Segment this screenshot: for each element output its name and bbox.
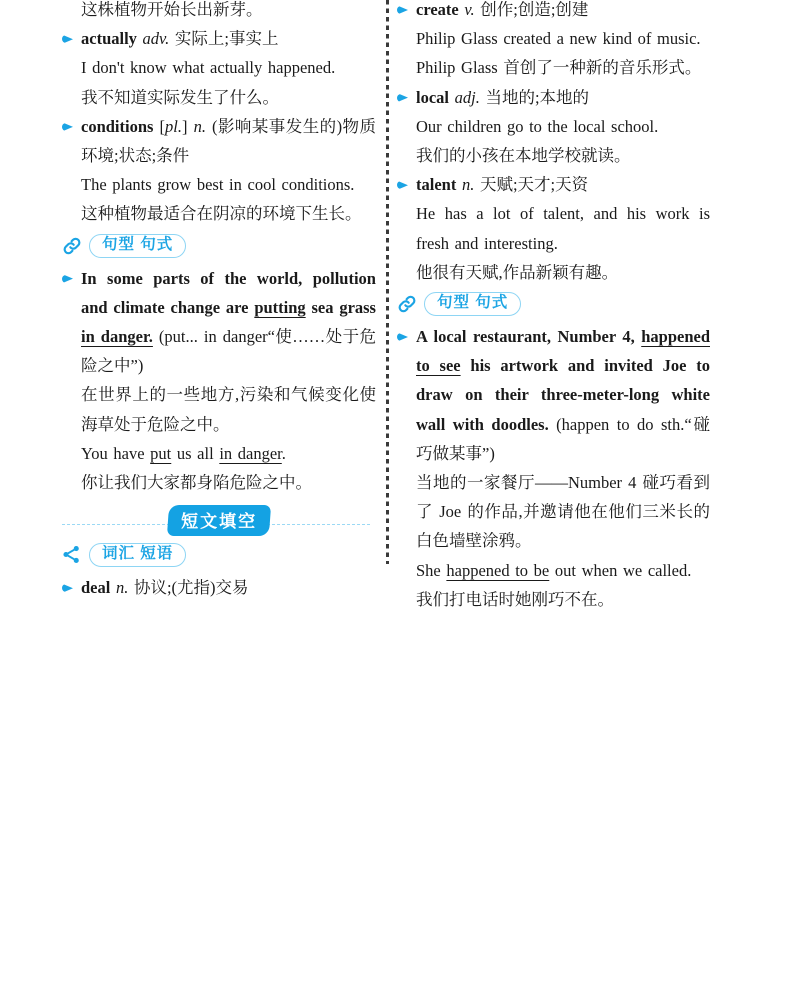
vocab-entry-deal (62, 573, 376, 602)
link-icon (397, 294, 417, 314)
bullet-icon (62, 584, 73, 592)
vocab-entry-create (397, 0, 710, 24)
text-segment: ] (181, 116, 194, 136)
text-segment: Philip Glass 首创了一种新的音乐形式。 (416, 58, 702, 78)
text-segment: deal (81, 578, 111, 598)
link-icon (62, 236, 82, 256)
text-segment: You have (81, 443, 151, 463)
text-segment: v. (464, 0, 475, 19)
text-segment: 他很有天赋,作品新颖有趣。 (416, 262, 619, 282)
example-en (62, 53, 376, 82)
text-segment: n. (115, 578, 129, 598)
text-segment: 当地的;本地的 (479, 87, 590, 107)
text-segment: 我们的小孩在本地学校就读。 (416, 146, 631, 166)
badge-label: 句型 句式 (424, 292, 521, 316)
text-segment: actually (81, 29, 137, 49)
left-column (62, 0, 376, 602)
vocab-entry-local (397, 83, 710, 112)
column-divider (386, 0, 389, 564)
text-segment: local (416, 87, 449, 107)
text-segment: [ (153, 116, 166, 136)
text-segment: pl. (165, 116, 182, 136)
text-segment: In some parts of the world, pollution and climate change are (81, 268, 376, 317)
text-segment: happened to be (446, 560, 550, 580)
translation-cn (62, 468, 376, 497)
text-segment: happened to see (416, 327, 710, 376)
text-segment: talent (416, 175, 457, 195)
pattern-sentence (62, 264, 376, 381)
bullet-icon (397, 94, 408, 102)
translation-cn (397, 585, 710, 614)
text-segment: 我们打电话时她刚巧不在。 (416, 589, 614, 609)
text-segment: Philip Glass created a new kind of music. (416, 29, 701, 49)
text-segment: 我不知道实际发生了什么。 (81, 87, 279, 107)
text-segment: put (150, 443, 172, 463)
text-segment: 这株植物开始长出新芽。 (81, 0, 263, 19)
text-segment: us all (171, 443, 220, 463)
text-segment: 在世界上的一些地方,污染和气候变化使海草处于危险之中。 (81, 385, 376, 434)
translation-cn (397, 53, 710, 82)
bullet-icon (62, 123, 73, 131)
bullet-icon (397, 181, 408, 189)
example-en (397, 556, 710, 585)
translation-cn (397, 468, 710, 556)
vocab-phrase-badge (62, 543, 376, 567)
translation-cn (62, 199, 376, 228)
text-segment: I don't know what actually happened. (81, 58, 336, 78)
text-segment: . (281, 443, 286, 463)
example-en (62, 439, 376, 468)
text-segment: 当地的一家餐厅——Number 4 碰巧看到了 Joe 的作品,并邀请他在他们三米长的白色墙壁涂鸦。 (416, 473, 710, 551)
text-segment: in danger (219, 443, 282, 463)
example-en (397, 24, 710, 53)
translation-cn (62, 380, 376, 438)
text-segment: adj. (454, 87, 480, 107)
text-segment: 创作;创造;创建 (474, 0, 589, 19)
example-en (397, 199, 710, 257)
text-segment: She (416, 560, 447, 580)
text-segment: conditions (81, 116, 154, 136)
text-segment: 实际上;事实上 (169, 29, 279, 49)
text-segment: adv. (142, 29, 170, 49)
badge-label: 词汇 短语 (89, 543, 186, 567)
bullet-icon (397, 6, 408, 14)
badge-label: 句型 句式 (89, 234, 186, 258)
text-segment: (put... in danger“使……处于危险之中”) (81, 327, 376, 376)
share-icon (62, 545, 82, 565)
text-segment: n. (193, 116, 206, 136)
text-segment: He has a lot of talent, and his work is fresh and interesting. (416, 204, 710, 253)
bullet-icon (397, 333, 408, 341)
translation-cn (397, 141, 710, 170)
bullet-icon (62, 35, 73, 43)
text-segment: Our children go to the local school. (416, 116, 659, 136)
text-segment: A local restaurant, Number 4, (416, 327, 642, 347)
example-en (397, 112, 710, 141)
pattern-sentence (397, 322, 710, 468)
text-segment: (影响某事发生的)物质环境;状态;条件 (81, 116, 376, 166)
text-segment: out when we called. (549, 560, 692, 580)
passage-fill-banner (62, 503, 376, 537)
text-segment: 天赋;天才;天资 (474, 175, 589, 195)
vocab-entry-conditions (62, 112, 376, 170)
text-segment: his artwork and invited Joe to draw on their three-meter-long white wall with doodles. (416, 356, 710, 434)
text-segment: 协议;(尤指)交易 (128, 578, 249, 598)
example-en (62, 170, 376, 199)
vocab-entry-actually (62, 24, 376, 53)
text-segment: The plants grow best in cool conditions. (81, 175, 355, 195)
text-segment: in danger. (81, 327, 153, 347)
translation-cn (62, 83, 376, 112)
text-segment: putting (254, 297, 306, 317)
text-segment: n. (461, 175, 475, 195)
sentence-pattern-badge (62, 234, 376, 258)
bullet-icon (62, 275, 73, 283)
text-segment: sea grass (305, 297, 376, 317)
vocab-entry-talent (397, 170, 710, 199)
text-segment: (happen to do sth.“碰巧做某事”) (416, 414, 711, 463)
text-segment: create (416, 0, 459, 19)
right-column (397, 0, 710, 614)
text-segment: 你让我们大家都身陷危险之中。 (81, 473, 312, 493)
text-segment: 这种植物最适合在阴凉的环境下生长。 (81, 204, 362, 224)
banner-label: 短文填空 (167, 505, 271, 536)
sentence-pattern-badge (397, 292, 710, 316)
translation-cn (397, 258, 710, 287)
translation-cn (62, 0, 376, 24)
